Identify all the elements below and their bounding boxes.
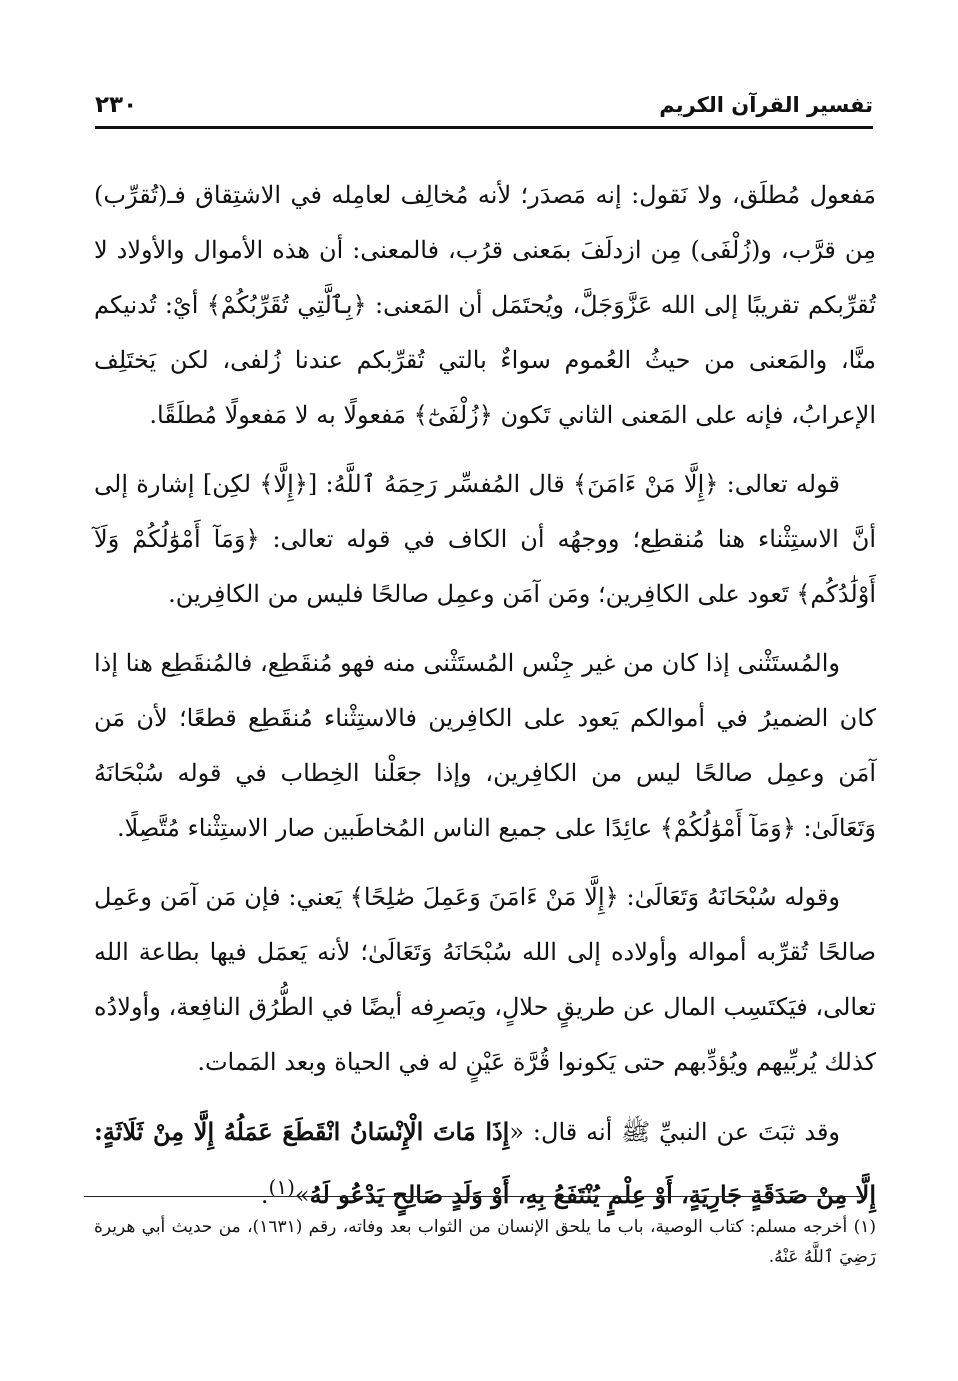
paragraph-1: مَفعول مُطلَق، ولا نَقول: إنه مَصدَر؛ لأنه مُخالِف لعامِله في الاشتِقاق فـ(تُقرِّب) مِن قرَّب، و(زُلْفَى) مِن ازدلَفَ بمَعنى قرُب، فالمعنى: أن هذه الأموال والأولاد لا تُقرِّبكم تقريبًا إلى الله عَزَّوَجَلَّ، ويُحتَمَل أن المَعنى: ﴿بِٱلَّتِي تُقَرِّبُكُمْ﴾ أيْ: تُدنيكم منَّا، والمَعنى من حيثُ العُموم سواءٌ بالتي تُقرِّبكم عندنا زُلفى، لكن يَختَلِف الإعرابُ، فإنه على المَعنى الثاني تَكون ﴿زُلْفَىٰٓ﴾ مَفعولًا به لا مَفعولًا مُطلَقًا. bbox=[94, 181, 876, 429]
hadith-text: إِذَا مَاتَ الْإِنْسَانُ انْقَطَعَ عَمَلُهُ إِلَّا مِنْ ثَلَاثَةٍ: إِلَّا مِنْ صَدَقَةٍ جَارِيَةٍ، أَوْ عِلْمٍ يُنْتَفَعُ بِهِ، أَوْ وَلَدٍ صَالِحٍ يَدْعُو لَهُ bbox=[94, 1117, 876, 1209]
footnote-divider bbox=[84, 1196, 864, 1197]
page-header bbox=[95, 88, 873, 132]
hadith-end: . bbox=[260, 1181, 269, 1209]
header-divider bbox=[95, 126, 873, 129]
hadith-paragraph bbox=[94, 1104, 876, 1223]
page-number: ٢٣٠ bbox=[95, 92, 138, 118]
main-text bbox=[94, 168, 876, 1237]
hadith-close: » bbox=[294, 1181, 310, 1209]
book-title: تفسير القرآن الكريم bbox=[659, 93, 873, 117]
footnote: (١) أخرجه مسلم: كتاب الوصية، باب ما يلحق الإنسان من الثواب بعد وفاته، رقم (١٦٣١)، من حديث أبي هريرة رَضِيَ ٱللَّهُ عَنْهُ. bbox=[94, 1217, 876, 1267]
footnote-marker[interactable]: (١) bbox=[268, 1175, 295, 1199]
paragraph-3: والمُستَثْنى إذا كان من غير جِنْس المُستَثْنى منه فهو مُنقَطِع، فالمُنقَطِع هنا إذا كان الضميرُ في أموالكم يَعود على الكافِرين فالاستِثْناء مُنقَطِع قطعًا؛ لأن مَن آمَن وعمِل صالحًا ليس من الكافِرين، وإذا جعَلْنا الخِطاب في قوله سُبْحَانَهُ وَتَعَالَىٰ: ﴿وَمَآ أَمْوَٰلُكُمْ﴾ عائِدًا على جميع الناس المُخاطَبين صار الاستِثْناء مُتَّصِلًا. bbox=[94, 649, 876, 842]
paragraph-2: قوله تعالى: ﴿إِلَّا مَنْ ءَامَنَ﴾ قال المُفسِّر رَحِمَهُ ٱللَّهُ: [﴿إِلَّا﴾ لكِن] إشارة إلى أنَّ الاستِثْناء هنا مُنقطِع؛ ووجهُه أن الكاف في قوله تعالى: ﴿وَمَآ أَمْوَٰلُكُمْ وَلَآ أَوْلَٰدُكُم﴾ تَعود على الكافِرين؛ ومَن آمَن وعمِل صالحًا فليس من الكافِرين. bbox=[94, 470, 876, 608]
hadith-intro: وقد ثبَتَ عن النبيِّ ﷺ أنه قال: « bbox=[509, 1118, 841, 1146]
paragraph-4: وقوله سُبْحَانَهُ وَتَعَالَىٰ: ﴿إِلَّا مَنْ ءَامَنَ وَعَمِلَ صَٰلِحًا﴾ يَعني: فإن مَن آمَن وعَمِل صالحًا تُقرِّبه أمواله وأولاده إلى الله سُبْحَانَهُ وَتَعَالَىٰ؛ لأنه يَعمَل فيها بطاعة الله تعالى، فيَكتَسِب المال عن طريقٍ حلالٍ، ويَصرِفه أيضًا في الطُّرُق النافِعة، وأولادُه كذلك يُربِّيهم ويُؤدِّبهم حتى يَكونوا قُرَّة عَيْنٍ له في الحياة وبعد المَمات. bbox=[94, 883, 876, 1076]
